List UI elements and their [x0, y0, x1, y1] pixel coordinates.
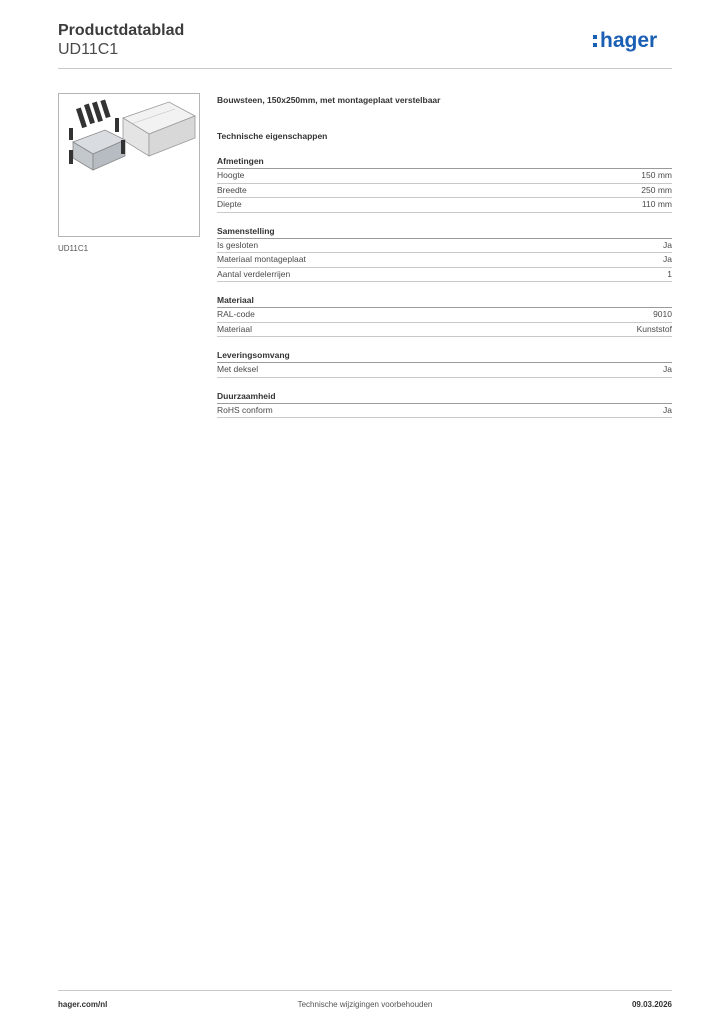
- property-row: [217, 169, 672, 184]
- group-materiaal: [217, 294, 672, 337]
- group-leveringsomvang: [217, 349, 672, 378]
- property-label: Materiaal montageplaat: [217, 254, 306, 264]
- product-description: Bouwsteen, 150x250mm, met montageplaat verstelbaar: [217, 95, 441, 105]
- group-title: Materiaal: [217, 294, 672, 308]
- group-samenstelling: [217, 225, 672, 283]
- property-label: Met deksel: [217, 364, 259, 374]
- property-value: Ja: [663, 404, 672, 415]
- product-illustration: [59, 94, 199, 236]
- property-label: RAL-code: [217, 309, 255, 319]
- property-row: [217, 404, 672, 419]
- header-divider: [58, 68, 672, 69]
- page-footer: [58, 990, 672, 1015]
- property-row: [217, 253, 672, 268]
- property-label: Breedte: [217, 184, 247, 195]
- property-row: [217, 323, 672, 338]
- property-label: Hoogte: [217, 170, 245, 180]
- property-row: [217, 363, 672, 378]
- property-value: 150 mm: [641, 170, 672, 180]
- product-code: UD11C1: [58, 41, 119, 58]
- group-title: Duurzaamheid: [217, 390, 672, 404]
- hager-logo: [592, 27, 672, 55]
- footer-date: 09.03.2026: [631, 1000, 672, 1009]
- group-title: Leveringsomvang: [217, 349, 672, 363]
- property-value: Ja: [663, 239, 672, 250]
- property-row: [217, 184, 672, 199]
- group-afmetingen: [217, 155, 672, 213]
- property-value: 250 mm: [641, 184, 672, 195]
- property-row: [217, 308, 672, 323]
- property-value: Ja: [663, 254, 672, 264]
- product-details: [217, 93, 672, 418]
- property-value: 110 mm: [641, 199, 672, 209]
- property-label: Materiaal: [217, 323, 252, 334]
- property-label: Aantal verdelerrijen: [217, 268, 291, 279]
- property-value: 9010: [653, 309, 672, 319]
- footer-disclaimer: Technische wijzigingen voorbehouden: [297, 1000, 433, 1009]
- property-value: Ja: [663, 364, 672, 374]
- properties-heading: Technische eigenschappen: [217, 131, 328, 141]
- product-image: [58, 93, 200, 237]
- property-label: Diepte: [217, 199, 242, 209]
- property-row: [217, 239, 672, 254]
- property-value: 1: [667, 268, 672, 279]
- group-title: Afmetingen: [217, 155, 672, 169]
- property-label: RoHS conform: [217, 404, 273, 415]
- document-title: Productdatablad: [58, 22, 185, 39]
- image-caption: UD11C1: [58, 244, 89, 253]
- property-row: [217, 268, 672, 283]
- group-duurzaamheid: [217, 390, 672, 419]
- property-label: Is gesloten: [217, 239, 259, 250]
- group-title: Samenstelling: [217, 225, 672, 239]
- page-header: [58, 20, 672, 69]
- property-row: [217, 198, 672, 213]
- footer-website: hager.com/nl: [58, 1000, 108, 1009]
- svg-text:hager: hager: [600, 29, 658, 52]
- property-value: Kunststof: [636, 323, 672, 334]
